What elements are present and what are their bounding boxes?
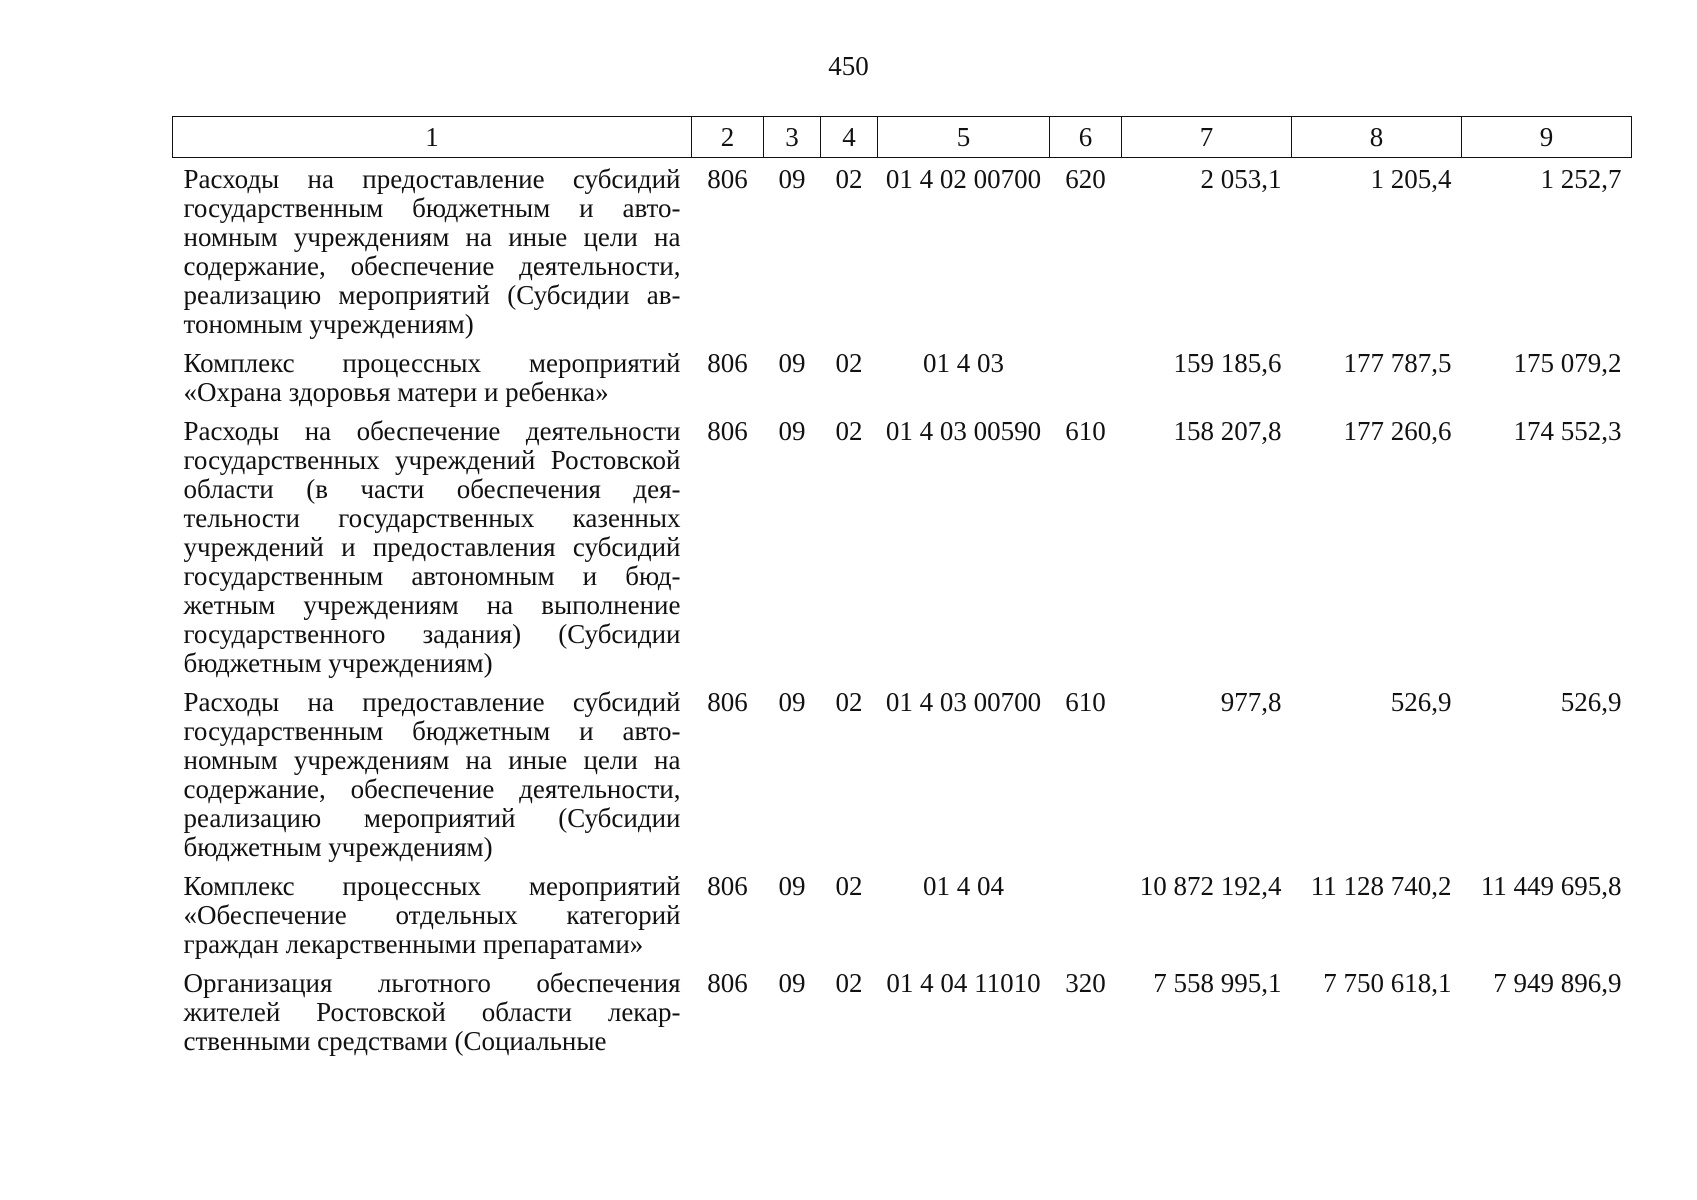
section-code: 09 [778, 348, 806, 378]
budget-table [172, 116, 1632, 1066]
row-name: Расходы на обеспечение деятельности государственных учреждений Ростовской области (в части обеспечения деятельности государственных казенных учреждений и предоставления субсидий государственным автономным и бюджетным учреждениям на выполнение государственного задания) (Субсидии бюджетным учреждениям) [183, 416, 681, 678]
amount-col-7: 2 053,1 [1200, 164, 1282, 194]
amount-col-8: 177 260,6 [1343, 416, 1452, 446]
amount-col-9: 175 079,2 [1513, 348, 1622, 378]
row-name: Комплекс процессных мероприятий «Охрана здоровья матери и ребенка» [183, 348, 681, 407]
section-code: 09 [778, 871, 806, 901]
header-row [173, 117, 1632, 158]
header-col-7: 7 [1122, 117, 1292, 158]
subsection-code: 02 [835, 871, 863, 901]
header-col-3: 3 [764, 117, 821, 158]
expense-type-code [1050, 872, 1122, 969]
header-col-1: 1 [173, 117, 692, 158]
row-name: Расходы на предоставление субсидий государственным бюджетным и автономным учреждениям на иные цели на содержание, обеспечение деятельности, реализацию мероприятий (Субсидии бюджетным учреждениям) [183, 687, 681, 862]
amount-col-8: 7 750 618,1 [1323, 968, 1452, 998]
amount-col-7: 977,8 [1220, 687, 1282, 717]
row-name: Комплекс процессных мероприятий «Обеспечение отдельных категорий граждан лекарственными препаратами» [183, 871, 681, 959]
target-code: 01 4 04 [923, 871, 1004, 901]
table-row [173, 158, 1632, 350]
expense-type-code: 320 [1065, 968, 1106, 998]
amount-col-9: 11 449 695,8 [1480, 871, 1622, 901]
table-row [173, 688, 1632, 872]
expense-type-code [1050, 349, 1122, 417]
ministry-code: 806 [707, 871, 748, 901]
subsection-code: 02 [835, 687, 863, 717]
subsection-code: 02 [835, 968, 863, 998]
header-col-5: 5 [878, 117, 1050, 158]
subsection-code: 02 [835, 348, 863, 378]
amount-col-7: 7 558 995,1 [1153, 968, 1282, 998]
table-row [173, 417, 1632, 688]
table-row [173, 872, 1632, 969]
header-col-6: 6 [1050, 117, 1122, 158]
target-code: 01 4 04 11010 [886, 968, 1041, 998]
amount-col-9: 526,9 [1560, 687, 1622, 717]
section-code: 09 [778, 968, 806, 998]
amount-col-7: 158 207,8 [1173, 416, 1282, 446]
row-name: Расходы на предоставление субсидий государственным бюджетным и автономным учреждениям на иные цели на содержание, обеспечение деятельности, реализацию мероприятий (Субсидии автономным учреждениям) [183, 164, 681, 339]
section-code: 09 [778, 416, 806, 446]
ministry-code: 806 [707, 164, 748, 194]
header-col-9: 9 [1462, 117, 1632, 158]
page-number: 450 [828, 51, 869, 81]
amount-col-8: 177 787,5 [1343, 348, 1452, 378]
table-row [173, 969, 1632, 1066]
subsection-code: 02 [835, 416, 863, 446]
table-row [173, 349, 1632, 417]
target-code: 01 4 03 [923, 348, 1004, 378]
header-col-8: 8 [1292, 117, 1462, 158]
section-code: 09 [778, 164, 806, 194]
amount-col-7: 159 185,6 [1173, 348, 1282, 378]
expense-type-code: 610 [1065, 687, 1106, 717]
subsection-code: 02 [835, 164, 863, 194]
amount-col-8: 526,9 [1390, 687, 1452, 717]
amount-col-9: 1 252,7 [1540, 164, 1622, 194]
expense-type-code: 610 [1065, 416, 1106, 446]
expense-type-code: 620 [1065, 164, 1106, 194]
ministry-code: 806 [707, 348, 748, 378]
target-code: 01 4 03 00590 [885, 416, 1042, 446]
amount-col-8: 1 205,4 [1370, 164, 1452, 194]
header-col-4: 4 [821, 117, 878, 158]
target-code: 01 4 03 00700 [885, 687, 1042, 717]
target-code: 01 4 02 00700 [885, 164, 1042, 194]
header-col-2: 2 [692, 117, 764, 158]
ministry-code: 806 [707, 968, 748, 998]
amount-col-9: 174 552,3 [1513, 416, 1622, 446]
amount-col-7: 10 872 192,4 [1139, 871, 1282, 901]
amount-col-9: 7 949 896,9 [1493, 968, 1622, 998]
amount-col-8: 11 128 740,2 [1310, 871, 1452, 901]
ministry-code: 806 [707, 416, 748, 446]
row-name: Организация льготного обеспечения жителей Ростовской области лекарственными средствами (Социальные [183, 968, 681, 1056]
ministry-code: 806 [707, 687, 748, 717]
section-code: 09 [778, 687, 806, 717]
